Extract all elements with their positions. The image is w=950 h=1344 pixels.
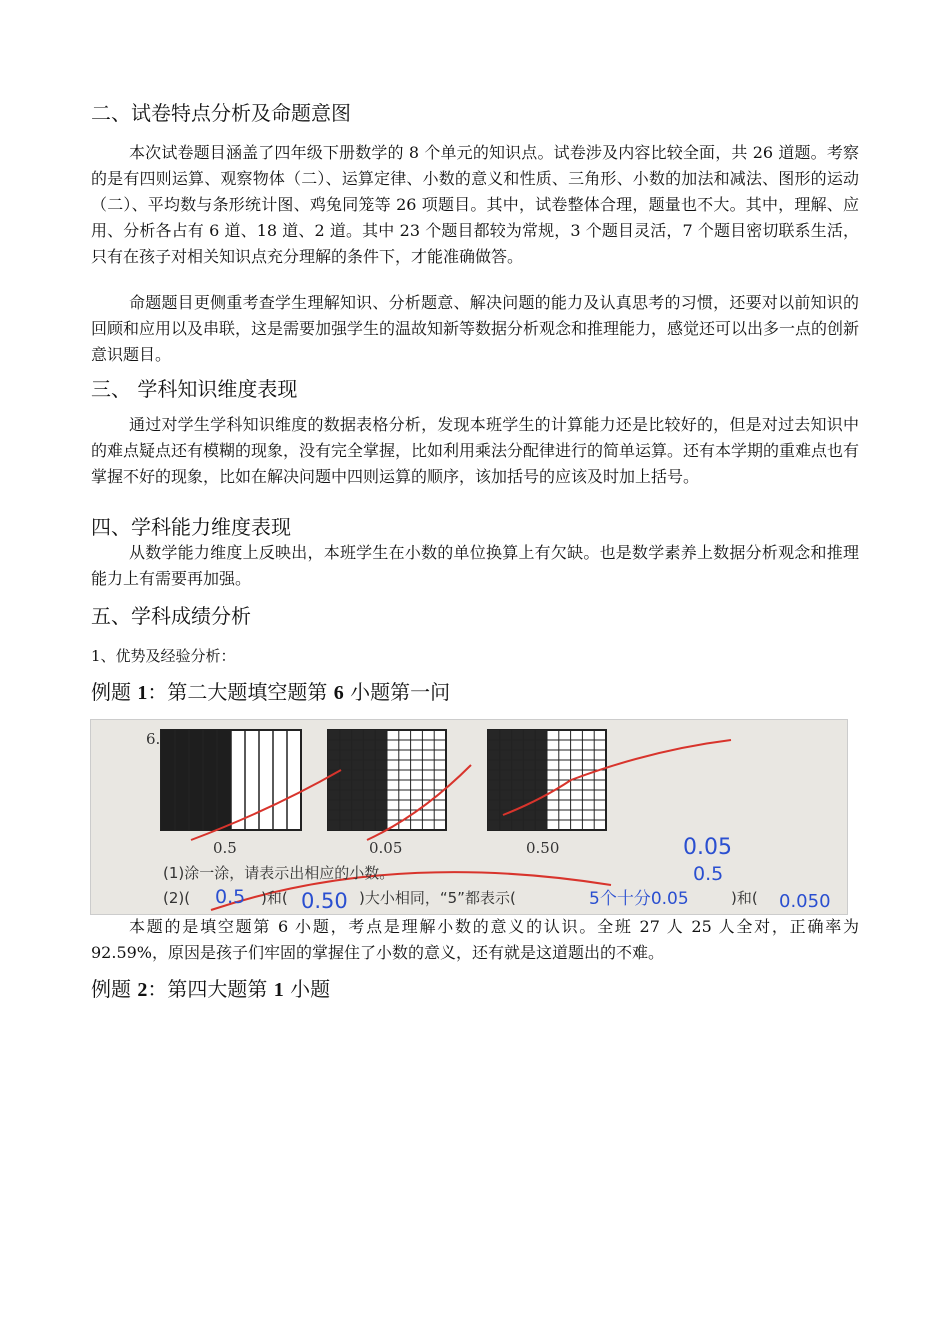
example-1-analysis: 本题的是填空题第 6 小题，考点是理解小数的意义的认识。全班 27 人 25 人全对，正确率为 92.59%，原因是孩子们牢固的掌握住了小数的意义，还有就是这道题出的不难。 [91, 917, 859, 962]
subsection-advantages: 1、优势及经验分析： [91, 647, 236, 665]
answer-4: 0.050 [779, 891, 831, 912]
section-5-heading: 五、学科成绩分析 [91, 604, 251, 628]
answer-2: 0.50 [301, 889, 348, 913]
question-part-1: (1)涂一涂，请表示出相应的小数。 [163, 864, 395, 882]
example-1-photo [90, 719, 848, 915]
margin-note-2: 0.5 [693, 863, 724, 885]
answer-3: 5个十分0.05 [589, 889, 689, 909]
section-2-heading: 二、试卷特点分析及命题意图 [91, 101, 351, 125]
question-part-2-b: )和( [261, 889, 288, 907]
grid-tenths [161, 730, 301, 830]
grid-hundredths-1 [328, 730, 446, 830]
section-4-heading: 四、学科能力维度表现 [91, 515, 291, 539]
answer-1: 0.5 [215, 886, 246, 908]
question-part-2-c: )大小相同，“5”都表示( [359, 889, 516, 907]
question-part-2-a: (2)( [163, 889, 191, 907]
question-number: 6. [146, 730, 161, 748]
grid-label-2: 0.05 [369, 839, 403, 857]
section-4-paragraph: 从数学能力维度上反映出，本班学生在小数的单位换算上有欠缺。也是数学素养上数据分析观念和推理能力上有需要再加强。 [91, 543, 859, 588]
section-2-paragraph-2: 命题题目更侧重考查学生理解知识、分析题意、解决问题的能力及认真思考的习惯，还要对以前知识的回顾和应用以及串联，这是需要加强学生的温故知新等数据分析观念和推理能力，感觉还可以出多一点的创新意识题目。 [91, 293, 860, 364]
section-2-paragraph-1: 本次试卷题目涵盖了四年级下册数学的 8 个单元的知识点。试卷涉及内容比较全面，共 26 道题。考察的是有四则运算、观察物体（二）、运算定律、小数的意义和性质、三角形、小数的加法和减法、图形的运动（二）、平均数与条形统计图、鸡兔同笼等 26 项题目。其中，试卷整体合理，题量也不大。其中，理解、应用、分析各占有 6 道、18 道、2 道。其中 23 个题目都较为常规，3 个题目灵活，7 个题目密切联系生活，只有在孩子对相关知识点充分理解的条件下，才能准确做答。 [91, 143, 859, 266]
worksheet-photo-drawing [91, 720, 847, 914]
section-3-heading: 三、 学科知识维度表现 [91, 377, 298, 401]
example-1-title: 例题 1：第二大题填空题第 6 小题第一问 [91, 680, 451, 704]
grid-label-3: 0.50 [526, 839, 560, 857]
section-3-paragraph: 通过对学生学科知识维度的数据表格分析，发现本班学生的计算能力还是比较好的，但是对过去知识中的难点疑点还有模糊的现象，没有完全掌握，比如利用乘法分配律进行的简单运算。还有本学期的重难点也有掌握不好的现象，比如在解决问题中四则运算的顺序，该加括号的应该及时加上括号。 [91, 415, 860, 486]
example-2-title: 例题 2：第四大题第 1 小题 [91, 977, 331, 1001]
grid-label-1: 0.5 [213, 839, 237, 857]
question-part-2-d: )和( [731, 889, 758, 907]
margin-note-1: 0.05 [683, 835, 732, 860]
